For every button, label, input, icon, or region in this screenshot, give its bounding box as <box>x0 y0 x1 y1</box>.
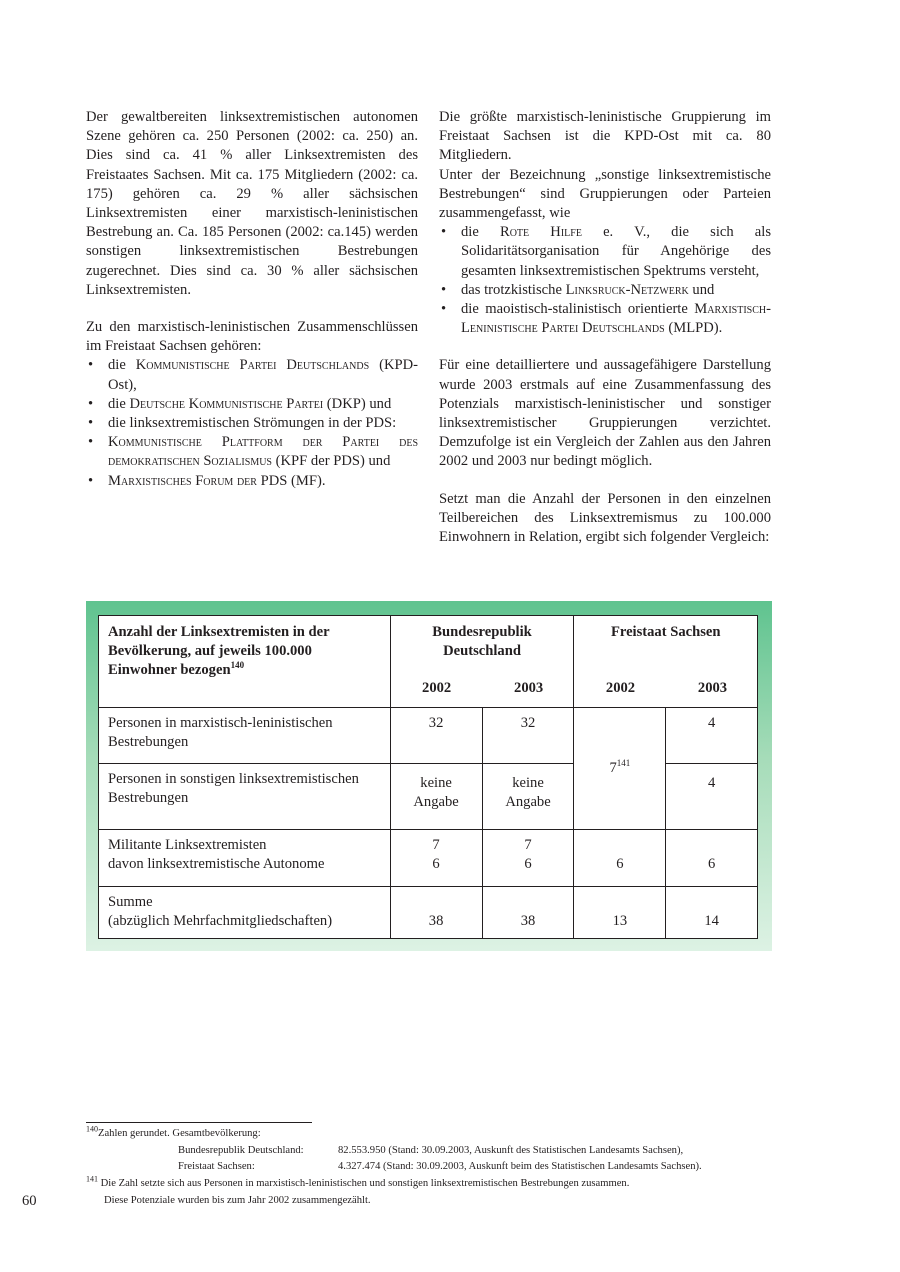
comparison-note-paragraph: Für eine detailliertere und aussagefähigere Darstellung wurde 2003 erstmals auf eine Zusammenfassung des Potenzials marxistisch-leninistischer und sonstiger linksextremistischer Gruppierungen verzichtet. Demzufolge ist ein Vergleich der Zahlen aus den Jahren 2002 und 2003 nur bedingt möglich. <box>439 357 771 470</box>
footnote-divider <box>86 1122 312 1123</box>
row-label-ml: Personen in marxistisch-leninistischen Bestrebungen <box>99 708 391 764</box>
footnote-ref-140: 140 <box>230 660 245 671</box>
year-header-sachsen-2003: 2003 <box>697 680 728 696</box>
cell-ml-sachsen-2003: 4 <box>666 708 758 764</box>
value-militant: 7 <box>432 837 440 853</box>
value-autonome: 6 <box>524 856 532 872</box>
cell-militant-sachsen-2003: 6 <box>666 830 758 887</box>
cell-sonstige-bund-2003: keine Angabe <box>482 764 574 830</box>
table-header-label: Anzahl der Linksextremisten in der Bevölkerung, auf jeweils 100.000 Einwohner bezogen <box>108 624 330 678</box>
list-item: • die Deutsche Kommunistische Partei (DKP) und <box>86 395 418 414</box>
list-item: • Kommunistische Plattform der Partei des demokratischen Sozialismus (KPF der PDS) und <box>88 434 418 470</box>
bullet-icon: • <box>88 472 94 489</box>
row-label-summe <box>99 887 391 939</box>
table-header-label-cell <box>99 616 391 708</box>
footnote-ref-141: 141 <box>616 758 631 769</box>
sachsen-group-label: Freistaat Sachsen <box>610 624 721 640</box>
table-row <box>99 830 758 887</box>
bullet-icon: • <box>88 434 94 451</box>
page-number: 60 <box>22 1193 37 1209</box>
cell-summe-sachsen-2002: 13 <box>574 887 666 939</box>
row-label-militant <box>99 830 391 887</box>
row-label-militant-line2: davon linksextremistische Autonome <box>108 856 325 872</box>
bullet-icon: • <box>441 301 447 318</box>
bullet-icon: • <box>88 395 94 412</box>
cell-summe-bund-2003: 38 <box>482 887 574 939</box>
footnote-141-line1: Die Zahl setzte sich aus Personen in marxistisch-leninistischen und sonstigen linksextremistischen Bestrebungen zusammen. <box>100 1178 630 1189</box>
left-column <box>86 108 418 491</box>
footnote-141 <box>86 1176 774 1191</box>
bund-group-header <box>390 616 574 708</box>
footnote-140 <box>86 1126 261 1141</box>
cell-summe-bund-2002: 38 <box>390 887 482 939</box>
cell-sonstige-sachsen-2003: 4 <box>666 764 758 830</box>
row-label-summe-line1: Summe <box>108 894 153 910</box>
sachsen-group-header <box>574 616 758 708</box>
footnote-140-text: Zahlen gerundet. Gesamtbevölkerung: <box>98 1128 261 1139</box>
value-autonome: 6 <box>432 856 440 872</box>
table-row <box>99 887 758 939</box>
year-header-bund-2003: 2003 <box>514 680 544 696</box>
kpd-ost-paragraph: Die größte marxistisch-leninistische Gruppierung im Freistaat Sachsen ist die KPD-Ost mit ca. 80 Mitgliedern. <box>439 109 771 164</box>
footnote-140-row1-value: 82.553.950 (Stand: 30.09.2003, Auskunft des Statistischen Landesamts Sachsen), <box>338 1145 684 1156</box>
footnote-140-row2-label: Freistaat Sachsen: <box>178 1161 255 1172</box>
other-groups-intro: Unter der Bezeichnung „sonstige linksextremistische Bestrebungen“ sind Gruppierungen oder Parteien zusammengefasst, wie <box>439 166 771 222</box>
table-header-row <box>99 616 758 708</box>
cell-militant-bund-2003 <box>482 830 574 887</box>
bullet-icon: • <box>88 357 94 374</box>
cell-ml-bund-2003: 32 <box>482 708 574 764</box>
footnote-140-row2-value: 4.327.474 (Stand: 30.09.2003, Auskunft beim des Statistischen Landesamts Sachsen). <box>338 1161 702 1172</box>
bullet-icon: • <box>441 281 447 298</box>
other-groups-list <box>439 223 771 338</box>
intro-paragraph: Der gewaltbereiten linksextremistischen autonomen Szene gehören ca. 250 Personen (2002: ca. 250) an. Dies sind ca. 41 % aller Linksextremisten des Freistaates Sachsen. Mit ca. 175 Mitgliedern (2002: ca. 175) gehören ca. 29 % aller sächsischen Linksextremisten einer marxistisch-leninistischen Bestrebung an. Ca. 185 Personen (2002: ca.145) werden sonstigen linksextremistischen Bestrebungen zugerechnet. Dies sind ca. 30 % aller sächsischen Linksextremisten. <box>86 109 418 298</box>
value-militant: 7 <box>524 837 532 853</box>
table-row <box>99 708 758 764</box>
list-item: • die linksextremistischen Strömungen in der PDS: <box>86 414 418 433</box>
cell-militant-sachsen-2002: 6 <box>574 830 666 887</box>
right-column <box>439 108 771 547</box>
relation-paragraph: Setzt man die Anzahl der Personen in den einzelnen Teilbereichen des Linksextremismus zu 100.000 Einwohnern in Relation, ergibt sich folgender Vergleich: <box>439 490 771 546</box>
footnote-141-line2: Diese Potenziale wurden bis zum Jahr 2002 zusammengezählt. <box>104 1195 371 1206</box>
statistics-table <box>98 615 758 939</box>
cell-ml-bund-2002: 32 <box>390 708 482 764</box>
cell-summe-sachsen-2003: 14 <box>666 887 758 939</box>
row-label-summe-line2: (abzüglich Mehrfachmitgliedschaften) <box>108 913 333 929</box>
bullet-icon: • <box>441 224 447 241</box>
cell-militant-bund-2002 <box>390 830 482 887</box>
bund-group-label: Bundesrepublik Deutschland <box>432 624 532 659</box>
list-item: • das trotzkistische Linksruck-Netzwerk und <box>439 281 771 300</box>
year-header-sachsen-2002: 2002 <box>605 680 636 696</box>
year-header-bund-2002: 2002 <box>422 680 452 696</box>
list-item: • die Rote Hilfe e. V., die sich als Solidaritätsorganisation für Angehörige des gesamten linksextremistischen Spektrums versteht, <box>441 224 771 279</box>
table-panel <box>86 601 772 951</box>
ml-groups-list <box>86 356 418 490</box>
ml-groups-intro: Zu den marxistisch-leninistischen Zusammenschlüssen im Freistaat Sachsen gehören: <box>86 319 418 355</box>
row-label-sonstige: Personen in sonstigen linksextremistischen Bestrebungen <box>99 764 391 830</box>
footnote-140-ref: 140 <box>86 1124 98 1134</box>
merged-value: 7 <box>609 760 617 776</box>
list-item: • die Kommunistische Partei Deutschlands (KPD-Ost), <box>88 357 418 393</box>
list-item: • die maoistisch-stalinistisch orientierte Marxistisch-Leninistische Partei Deutschlands (MLPD). <box>441 301 771 337</box>
footnote-140-row1-label: Bundesrepublik Deutschland: <box>178 1145 304 1156</box>
footnote-141-ref: 141 <box>86 1174 98 1184</box>
row-label-militant-line1: Militante Linksextremisten <box>108 837 267 853</box>
bullet-icon: • <box>88 415 94 432</box>
list-item: • Marxistisches Forum der PDS (MF). <box>86 472 418 491</box>
cell-sonstige-bund-2002: keine Angabe <box>390 764 482 830</box>
cell-sachsen-2002-merged <box>574 708 666 830</box>
